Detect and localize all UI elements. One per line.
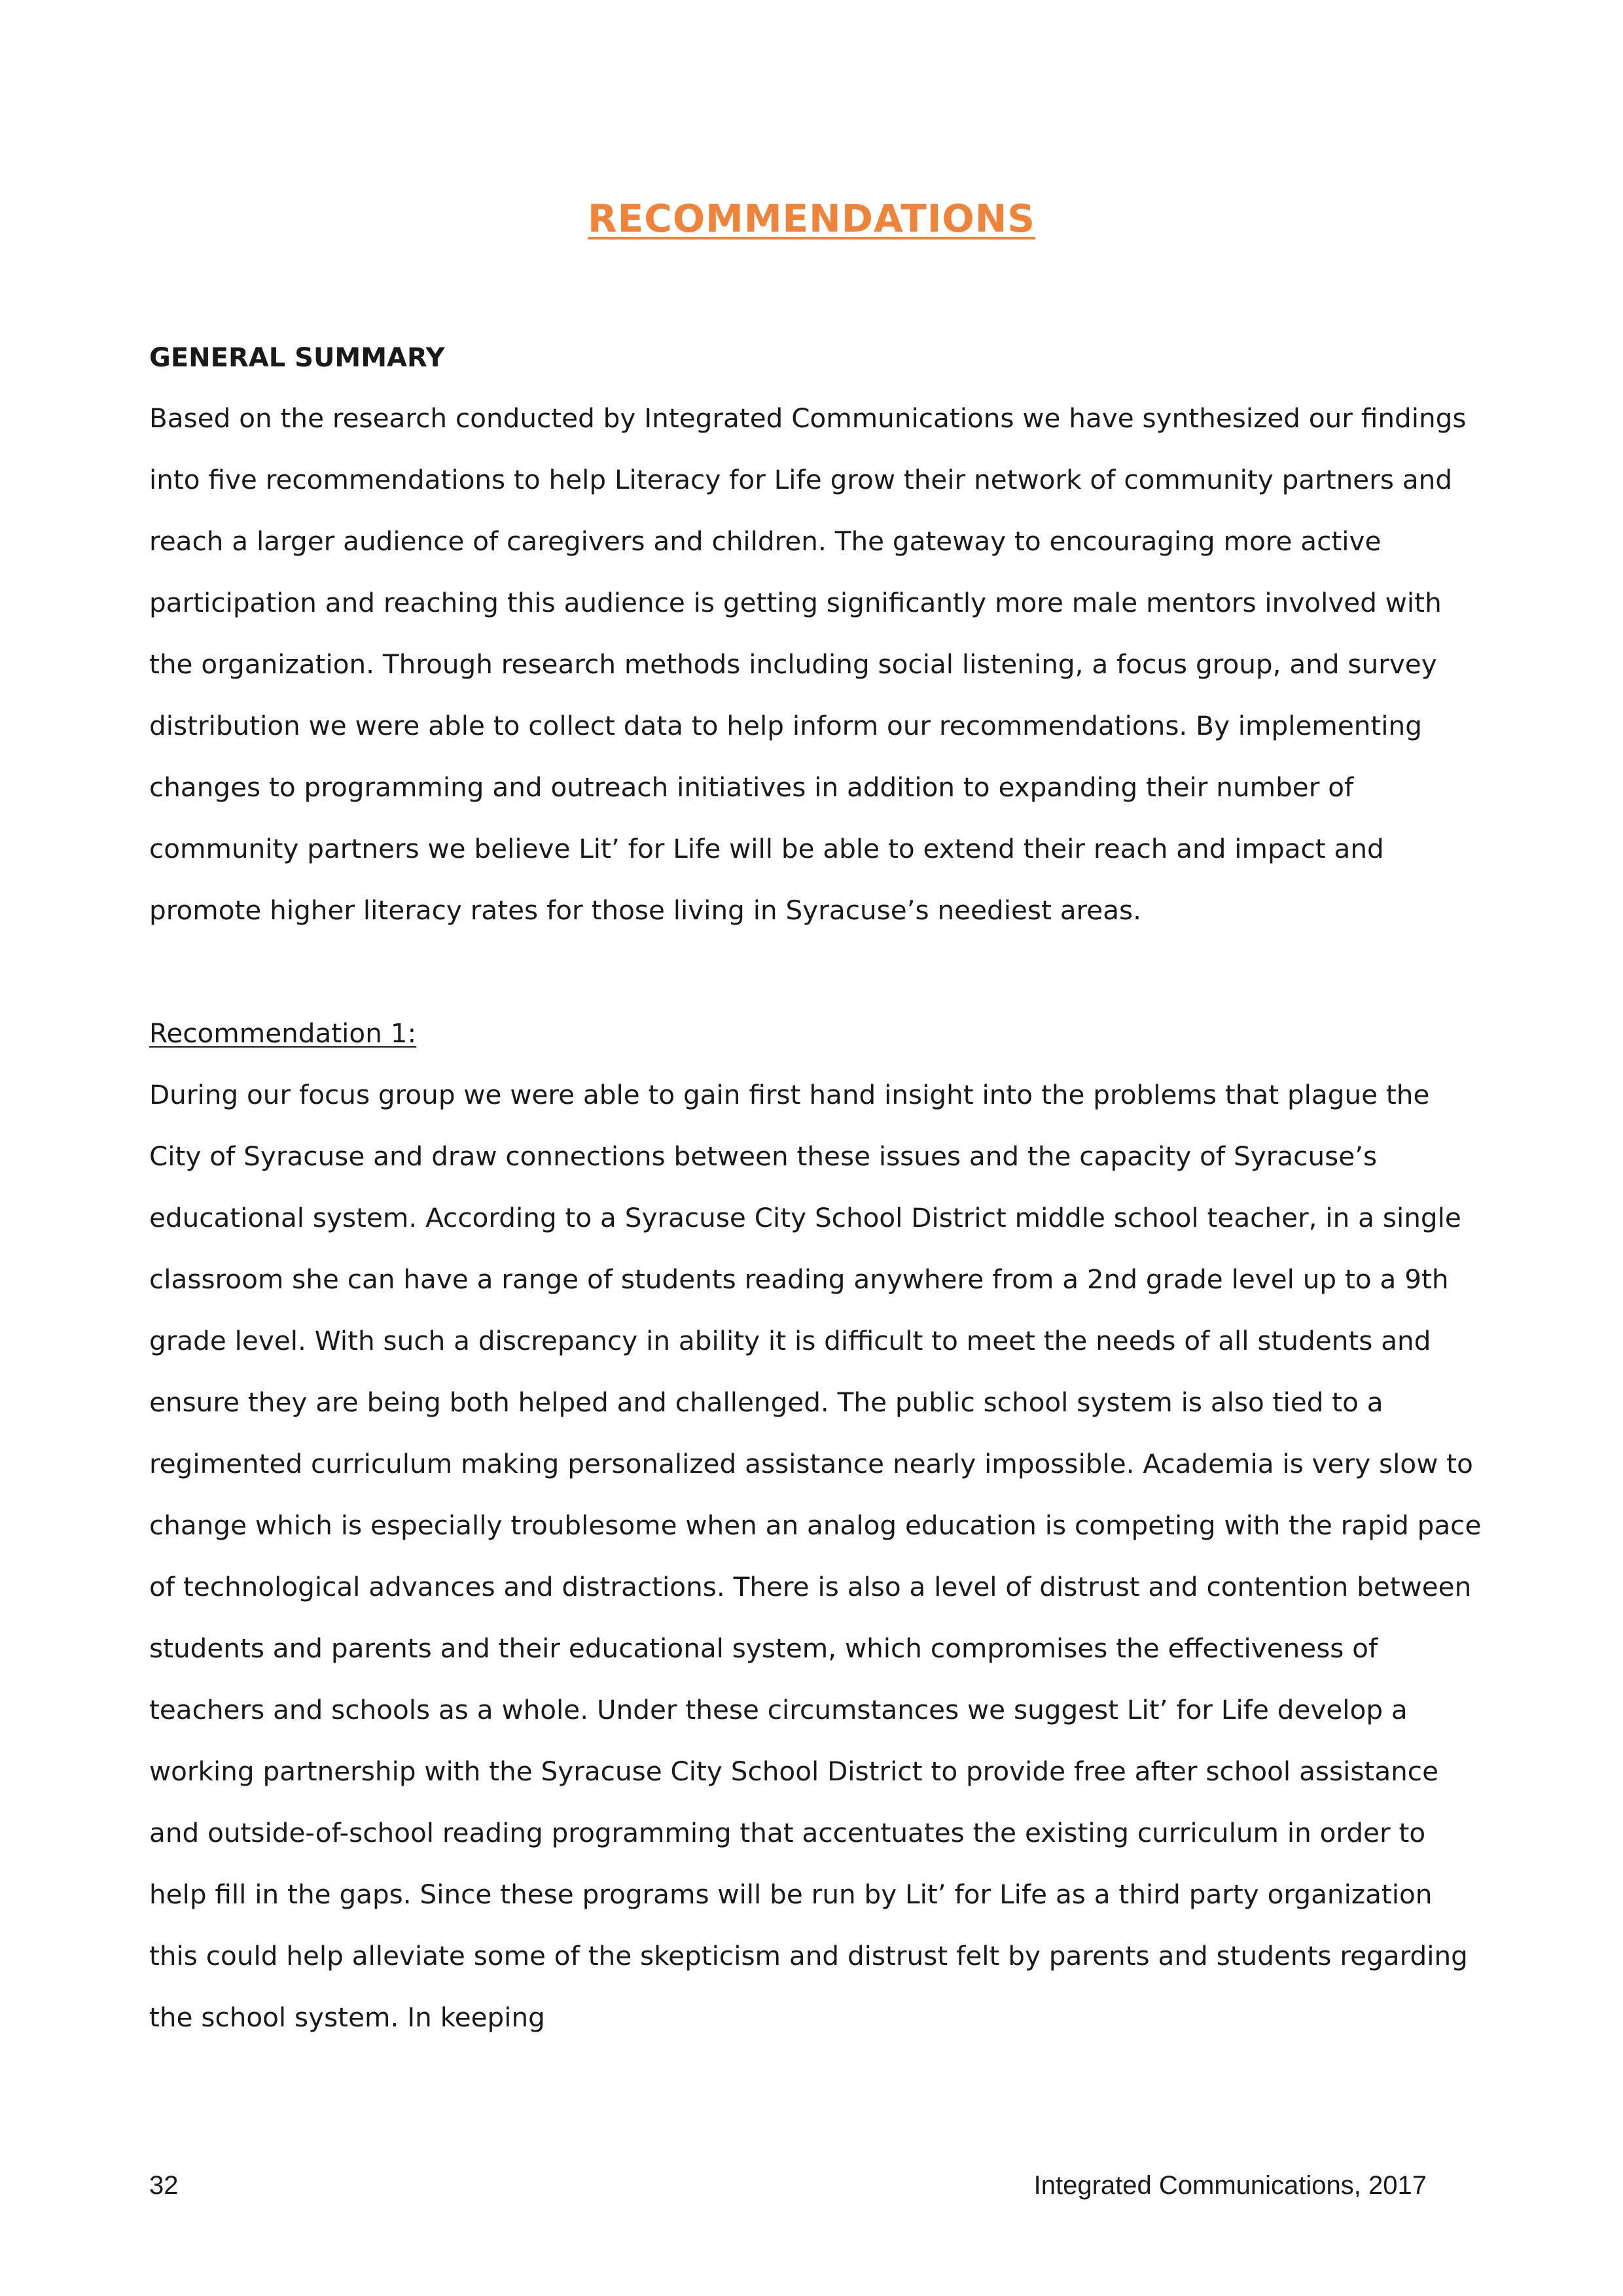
page-title: [0, 196, 1623, 241]
main-content: [149, 340, 1487, 2048]
page-title-text: RECOMMENDATIONS: [587, 196, 1036, 241]
recommendation-1-heading: Recommendation 1:: [149, 1017, 417, 1049]
recommendation-1-paragraph: During our focus group we were able to gain first hand insight into the problems that plague the City of Syracuse and draw connections between these issues and the capacity of Syracuse’s educational system. According to a Syracuse City School District middle school teacher, in a single classroom she can have a range of students reading anywhere from a 2nd grade level up to a 9th grade level. With such a discrepancy in ability it is difficult to meet the needs of all students and ensure they are being both helped and challenged. The public school system is also tied to a regimented curriculum making personalized assistance nearly impossible. Academia is very slow to change which is especially troublesome when an analog education is competing with the rapid pace of technological advances and distractions. There is also a level of distrust and contention between students and parents and their educational system, which compromises the effectiveness of teachers and schools as a whole. Under these circumstances we suggest Lit’ for Life develop a working partnership with the Syracuse City School District to provide free after school assistance and outside-of-school reading programming that accentuates the existing curriculum in order to help fill in the gaps. Since these programs will be run by Lit’ for Life as a third party organization this could help alleviate some of the skepticism and distrust felt by parents and students regarding the school system. In keeping: [149, 1079, 1482, 2033]
general-summary-paragraph: Based on the research conducted by Integrated Communications we have synthesized our findings into five recommendations to help Literacy for Life grow their network of community partners and reach a larger audience of caregivers and children. The gateway to encouraging more active participation and reaching this audience is getting significantly more male mentors involved with the organization. Through research methods including social listening, a focus group, and survey distribution we were able to collect data to help inform our recommendations. By implementing changes to programming and outreach initiatives in addition to expanding their number of community partners we believe Lit’ for Life will be able to extend their reach and impact and promote higher literacy rates for those living in Syracuse’s neediest areas.: [149, 402, 1467, 926]
general-summary-heading: GENERAL SUMMARY: [149, 343, 445, 373]
page-number: 32: [149, 2171, 179, 2200]
footer-source: Integrated Communications, 2017: [1033, 2171, 1427, 2200]
